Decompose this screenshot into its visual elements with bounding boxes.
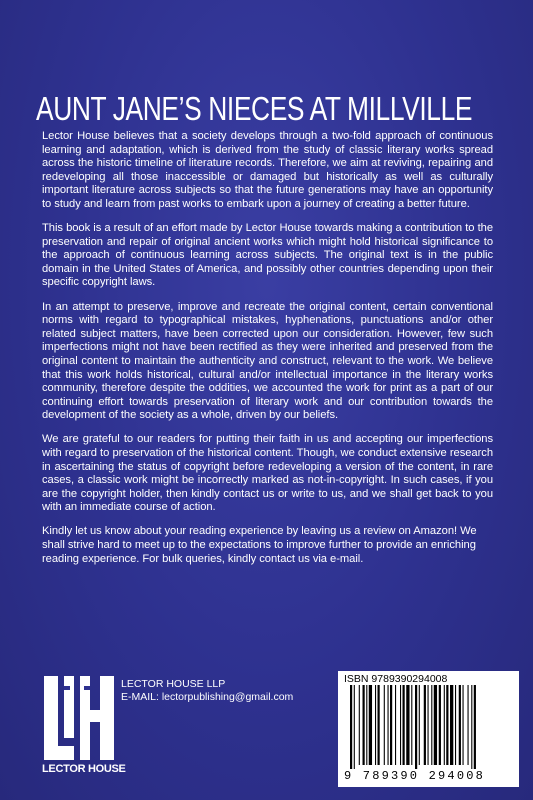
publisher-info (121, 678, 293, 703)
blurb (42, 130, 493, 577)
paragraph-review: Kindly let us know about your reading experience by leaving us a review on Amazon! We shall strive hard to meet up to the expectations to improve further to provide an enriching reading experience. For bulk queries, kindly contact us via e-mail. (42, 525, 477, 565)
publisher-email: E-MAIL: lectorpublishing@gmail.com (121, 690, 294, 703)
paragraph-effort: This book is a result of an effort made by Lector House towards making a contribution to the preservation and repair of original ancient works which might hold historical significance to the approach of continuous learning across subjects. The original text is in the public domain in the United States of America, and possibly other countries depending upon their specific copyright laws. (42, 222, 493, 289)
isbn-label: ISBN 9789390294008 (344, 673, 448, 685)
publisher-name: LECTOR HOUSE LLP (121, 678, 226, 690)
logo-caption: LECTOR HOUSE (42, 763, 126, 775)
paragraph-intro: Lector House believes that a society develops through a two-fold approach of continuous learning and adaptation, which is derived from the study of classic literary works spread across the historic timeline of literature records. Therefore, we aim at reviving, repairing and redeveloping all those inaccessible or damaged but historically as well as culturally important literature across subjects so that the future generations may have an opportunity to study and learn from past works to embark upon a journey of creating a better future. (42, 130, 493, 210)
barcode-digits: 9 789390 294008 (344, 769, 486, 783)
paragraph-copyright: We are grateful to our readers for putting their faith in us and accepting our imperfections with regard to preservation of the historical content. Though, we conduct extensive research in ascertaining the status of copyright before redeveloping a version of the content, in rare cases, a classic work might be incorrectly marked as not-in-copyright. In such cases, if you are the copyright holder, then kindly contact us or write to us, and we shall get back to you with an immediate course of action. (42, 433, 493, 514)
barcode-panel (338, 671, 519, 787)
barcode-image (346, 685, 511, 769)
paragraph-preservation: In an attempt to preserve, improve and recreate the original content, certain conventional norms with regard to typographical mistakes, hyphenations, punctuations and/or other related subject matters, have been corrected upon our consideration. However, few such imperfections might not have been rectified as they were inherited and preserved from the original content to maintain the authenticity and construct, relevant to the work. We believe that this work holds historical, cultural and/or intellectual importance in the literary works community, therefore despite the oddities, we accounted the work for print as a part of our continuing effort towards preservation of literary work and our contribution towards the development of the society as a whole, driven by our beliefs. (42, 300, 493, 422)
book-title: AUNT JANE’S NIECES AT MILLVILLE (36, 90, 473, 127)
